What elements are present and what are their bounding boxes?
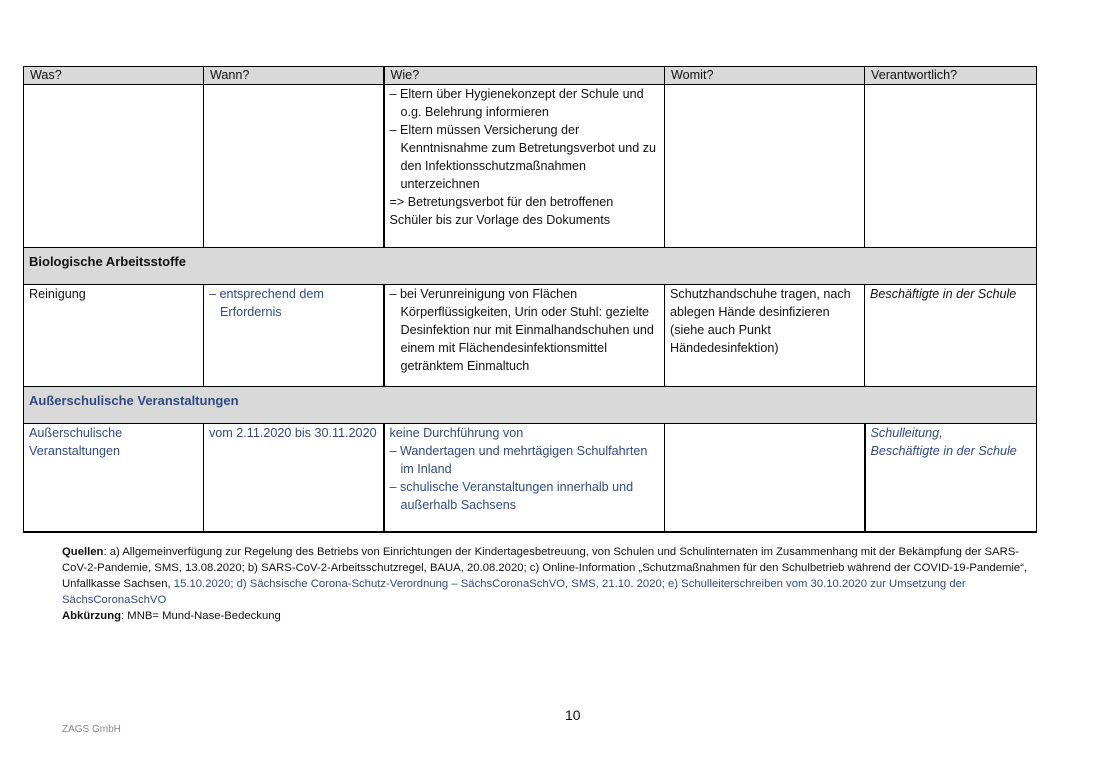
cell-wann: vom 2.11.2020 bis 30.11.2020	[204, 424, 384, 533]
section-title-biologische: Biologische Arbeitsstoffe	[24, 248, 1037, 285]
header-wann: Wann?	[204, 67, 384, 85]
abbreviation-label: Abkürzung	[62, 610, 121, 622]
responsible-line: Beschäftigte in der Schule	[870, 444, 1017, 458]
page-number: 10	[565, 707, 581, 723]
measures-table	[23, 66, 1037, 533]
wie-item: – bei Verunreinigung von Flächen Körperflüssigkeiten, Urin oder Stuhl: gezielte Desinfektion nur mit Einmalhandschuhen und einem mit Flächendesinfektionsmittel getränktem Einmaltuch	[389, 287, 654, 373]
wie-item: – Eltern über Hygienekonzept der Schule und o.g. Belehrung informieren	[389, 87, 644, 119]
footer-company: ZAGS GmbH	[62, 724, 121, 735]
header-wie: Wie?	[384, 67, 665, 85]
abbreviation-text: : MNB= Mund-Nase-Bedeckung	[121, 610, 281, 622]
wie-item: – Wandertagen und mehrtägigen Schulfahrten im Inland	[389, 444, 648, 476]
header-was: Was?	[24, 67, 204, 85]
wie-intro: keine Durchführung von	[389, 426, 524, 440]
wann-item: – entsprechend dem Erfordernis	[209, 287, 324, 319]
cell-was: Außerschulische Veranstaltungen	[24, 424, 204, 533]
wie-item: – Eltern müssen Versicherung der Kenntnisnahme zum Betretungsverbot und zu den Infektionsschutzmaßnahmen unterzeichnen	[389, 123, 657, 191]
cell-wie	[384, 424, 665, 533]
table-row	[24, 285, 1037, 387]
wie-item: => Betretungsverbot für den betroffenen Schüler bis zur Vorlage des Dokuments	[389, 195, 614, 227]
cell-was	[24, 85, 204, 248]
table-header-row	[24, 67, 1037, 85]
cell-womit	[665, 424, 865, 533]
cell-wann	[204, 85, 384, 248]
section-row	[24, 248, 1037, 285]
table-row	[24, 424, 1037, 533]
sources-paragraph	[62, 544, 1032, 608]
abbreviation-line	[62, 608, 1032, 624]
table-row	[24, 85, 1037, 248]
wie-item: – schulische Veranstaltungen innerhalb und außerhalb Sachsens	[389, 480, 634, 512]
cell-wann	[204, 285, 384, 387]
responsible-line: Schulleitung,	[870, 426, 943, 440]
header-womit: Womit?	[665, 67, 865, 85]
cell-womit	[665, 85, 865, 248]
section-row	[24, 387, 1037, 424]
sources-label: Quellen	[62, 546, 104, 558]
cell-wie	[384, 285, 665, 387]
sources-block	[62, 544, 1032, 624]
cell-verantwortlich: Beschäftigte in der Schule	[865, 285, 1037, 387]
cell-womit: Schutzhandschuhe tragen, nach ablegen Hände desinfizieren (siehe auch Punkt Händedesinfektion)	[665, 285, 865, 387]
cell-was: Reinigung	[24, 285, 204, 387]
sources-text: : a) Allgemeinverfügung zur Regelung des Betriebs von Einrichtungen der Kindertagesbetreuung, von Schulen und Schulinternaten im Zusammenhang mit der Bekämpfung der SARS-CoV-2-Pandemie, SMS, 13.08.2020; b) SARS-CoV-2-Arbeitsschutzregel, BAUA, 20.08.2020; c) Online-Information „Schutzmaßnahmen für den Schulbetrieb während der COVID-19-Pandemie“, Unfallkasse Sachsen,	[62, 546, 1028, 590]
header-verantwortlich: Verantwortlich?	[865, 67, 1037, 85]
sources-text-blue: 15.10.2020; d) Sächsische Corona-Schutz-Verordnung – SächsCoronaSchVO, SMS, 21.10. 2020; e) Schulleiterschreiben vom 30.10.2020 zur Umsetzung der SächsCoronaSchVO	[62, 578, 966, 606]
cell-verantwortlich	[865, 424, 1037, 533]
section-title-ausserschulisch: Außerschulische Veranstaltungen	[24, 387, 1037, 424]
cell-verantwortlich	[865, 85, 1037, 248]
cell-wie	[384, 85, 665, 248]
